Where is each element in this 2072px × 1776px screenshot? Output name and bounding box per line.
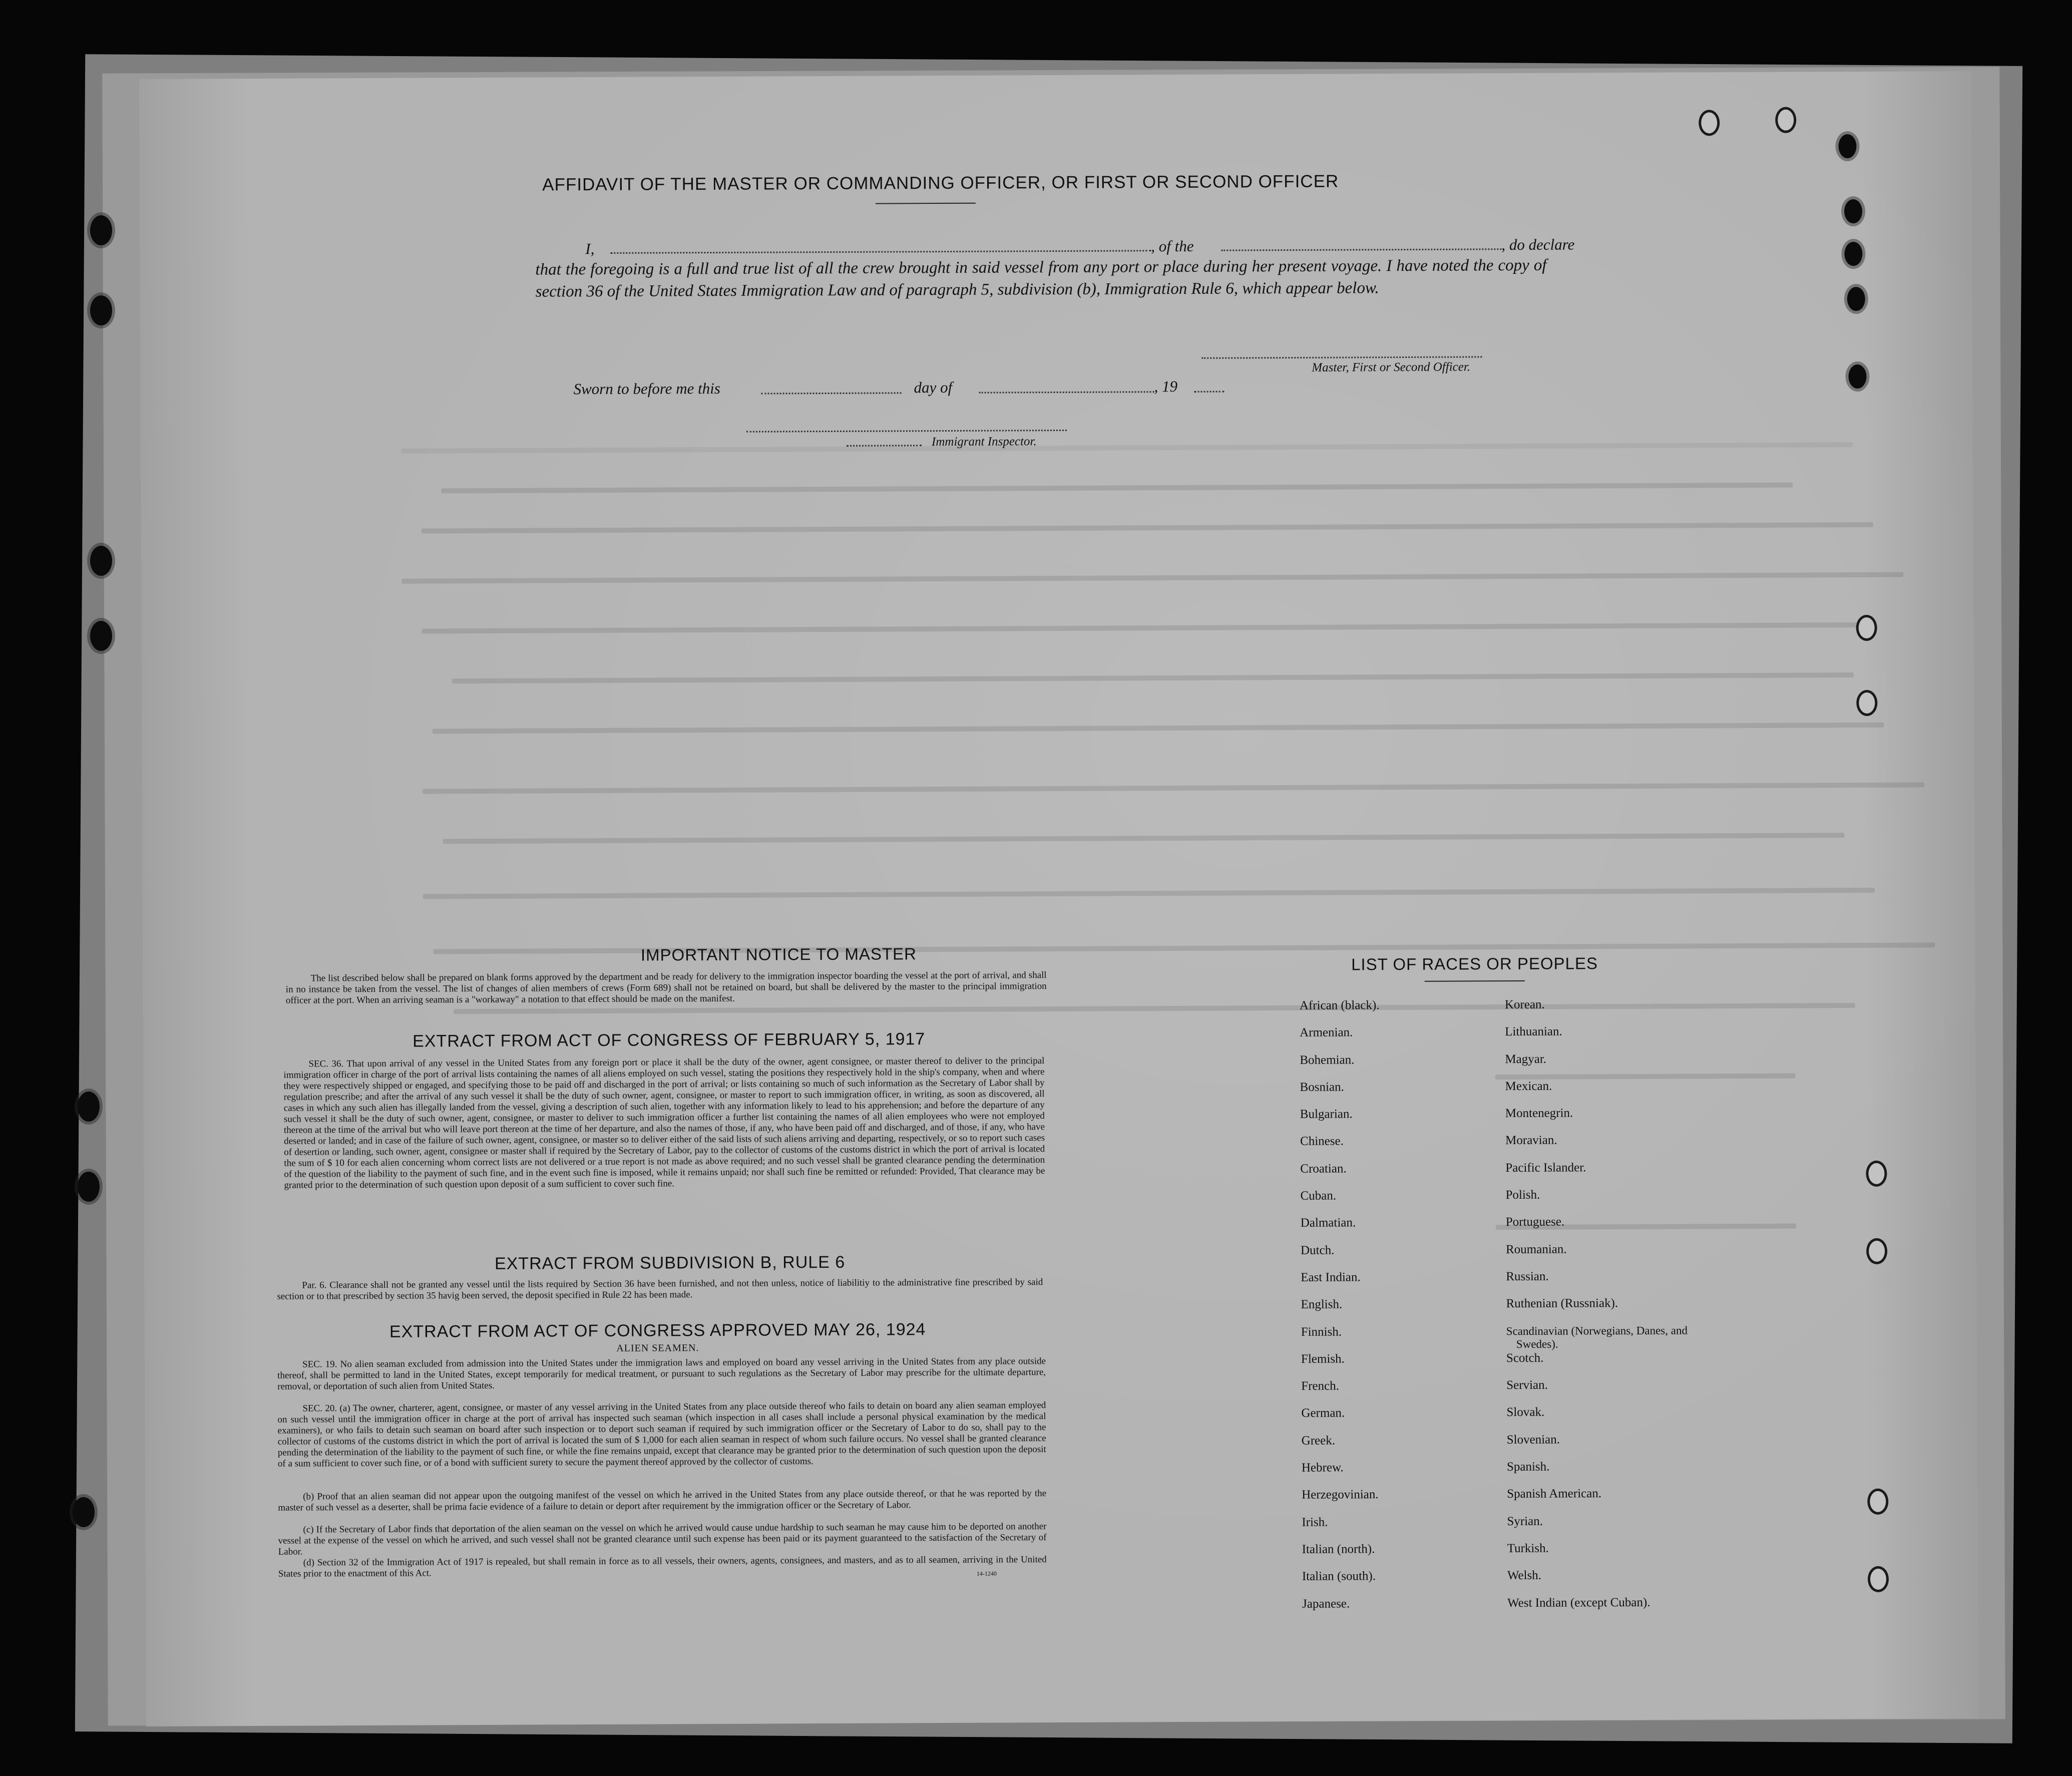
ring-hole [1866,1161,1887,1187]
inspector-signature-line[interactable] [746,430,1067,433]
binder-hole [1847,287,1865,311]
officer-signature-caption: Master, First or Second Officer. [1312,360,1471,375]
bleed-through [401,572,1903,584]
inspector-dots [847,445,922,447]
race-item: Magyar. [1505,1052,1547,1066]
binder-hole [73,1497,95,1527]
race-item: Moravian. [1505,1134,1557,1148]
binder-hole [90,215,112,245]
officer-signature-line[interactable] [1201,356,1482,359]
ring-hole [1856,615,1877,641]
extract-1924-sec20d: (d) Section 32 of the Immigration Act of 1917 is repealed, but shall remain in force as to all vessels, their owners, agents, consignees, and masters, and as to all seamen, arriving in the United States prior to the enactment of this Act. [278,1554,1047,1579]
race-item: Slovenian. [1506,1433,1560,1447]
binder-hole [1848,365,1866,389]
race-item: Japanese. [1302,1597,1350,1611]
bleed-through [433,723,1884,734]
ring-hole [1856,690,1877,716]
extract-1924-title: EXTRACT FROM ACT OF CONGRESS APPROVED MAY 26, 1924 [389,1320,926,1341]
race-item: Spanish American. [1507,1487,1602,1501]
race-item: Russian. [1506,1269,1549,1284]
race-item: Slovak. [1506,1405,1545,1419]
ring-hole [1868,1566,1889,1592]
bleed-through [423,782,1924,794]
extract-1917-body: SEC. 36. That upon arrival of any vessel in the United States from any foreign port or place it shall be the duty of the owner, agent consignee, or master thereof to deliver to the principal immigration officer in charge of the port of arrival lists containing the names of all aliens employed on such vessel, stating the positions they respectively hold in the ship's company, when and where they were respectively shipped or engaged, and specifying those to be paid off and discharged in the port of arrival; or lists containing so much of such information as the Secretary of Labor shall by regulation prescribe; and after the arrival of any such vessel it shall be the duty of such owner, agent, consignee, or master to report to such immigration officer, in writing, as soon as discovered, all cases in which any such alien has illegally landed from the vessel, giving a description of such alien, together with any information likely to lead to his apprehension; and before the departure of any such vessel it shall be the duty of such owner, agent, consignee, or master to deliver to such immigration officer a further list containing the names of all alien employees who were not employed thereon at the time of the arrival but who will leave port thereon at the time of her departure, and also the names of those, if any, who have been paid off and discharged, and of those, if any, who have deserted or landed; and in case of the failure of such owner, agent, consignee, or master so to deliver either of the said lists of such aliens arriving and departing, respectively, or so to report such cases of desertion or landing, such owner, agent, consignee or master shall if required by the Secretary of Labor, pay to the collector of customs of the customs district in which the port of arrival is located the sum of $ 10 for each alien concerning whom correct lists are not delivered or a true report is not made as above required; and no such vessel shall be granted clearance pending the determination of the question of the liability to the payment of such fine, and in the event such fine is imposed, while it remains unpaid; nor shall such fine be remitted or refunded: Provided, That clearance may be granted prior to the determination of such question upon deposit of a sum sufficient to cover such fine. [283,1055,1045,1191]
race-item: Armenian. [1300,1025,1353,1040]
race-item: Servian. [1506,1378,1548,1392]
bleed-through [443,833,1844,844]
ring-hole [1699,110,1720,136]
binder-hole [90,621,112,651]
binder-hole [1844,199,1862,223]
binder-hole [90,546,112,576]
race-item: Scotch. [1506,1351,1544,1365]
race-item: Herzegovinian. [1302,1488,1379,1502]
notice-title: IMPORTANT NOTICE TO MASTER [640,944,917,964]
extract-1924-sec20c: (c) If the Secretary of Labor finds that deportation of the alien seaman on the vessel on which he arrived would cause undue hardship to such seaman he may cause him to be deported on another vessel at the expense of the vessel on which he arrived, and such vessel shall not be granted clearance until such expense has been paid or its payment guaranteed to the satisfaction of the Secretary of Labor. [278,1521,1047,1557]
affidavit-i-label: I, [585,240,595,258]
races-right-column [1505,997,1718,1624]
binder-hole [90,295,112,325]
sworn-month-line[interactable] [979,391,1154,394]
race-item: German. [1301,1406,1345,1420]
race-item: Spanish. [1506,1460,1550,1474]
year-label: , 19 [1154,377,1178,396]
ring-hole [1867,1489,1888,1515]
title-rule [876,203,976,204]
day-of-label: day of [914,378,953,397]
bleed-through [423,888,1875,899]
race-item: Ruthenian (Russniak). [1506,1296,1618,1311]
bleed-through [441,483,1793,494]
bleed-through [422,522,1873,534]
sworn-day-line[interactable] [761,392,902,394]
extract-1917-title: EXTRACT FROM ACT OF CONGRESS OF FEBRUARY 5, 1917 [412,1029,926,1051]
extract-1924-sec19: SEC. 19. No alien seaman excluded from admission into the United States under the immigration laws and employed on board any vessel arriving in the United States from any place outside thereof, shall be permitted to land in the United States, except temporarily for medical treatment, or pursuant to such regulations as the Secretary of Labor may prescribe for the ultimate departure, removal, or deportation of such alien from United States. [277,1356,1046,1392]
race-item: Bohemian. [1300,1053,1355,1067]
race-item: Pacific Islander. [1505,1161,1586,1175]
binder-hole [78,1172,100,1202]
races-title-rule [1425,980,1525,982]
race-item: Montenegrin. [1505,1106,1573,1121]
race-item: African (black). [1299,998,1380,1012]
race-item: Dalmatian. [1300,1216,1356,1230]
race-item: Roumanian. [1506,1242,1567,1256]
races-left-column [1300,999,1382,1625]
races-title: LIST OF RACES OR PEOPLES [1351,954,1598,974]
sworn-label: Sworn to before me this [573,379,720,398]
race-item: Bulgarian. [1300,1107,1353,1122]
bleed-through [401,442,1853,454]
race-item: Finnish. [1301,1325,1342,1339]
binder-hole [1838,134,1856,158]
race-item: Dutch. [1301,1243,1335,1257]
affidavit-body: that the foregoing is a full and true list of all the crew brought in said vessel from any port or place during her present voyage. I have noted the copy of section 36 of the United States Immigration Law and of paragraph 5, subdivision (b), Immigration Rule 6, which appear below. [535,256,1547,301]
extract-rule6-body: Par. 6. Clearance shall not be granted any vessel until the lists required by Section 36 have been furnished, and not then unless, notice of liabilitiy to the administrative fine prescribed by said section or to that prescribed by section 35 havig been served, the deposit specified in Rule 22 has been made. [277,1277,1043,1302]
race-item: Syrian. [1507,1514,1543,1528]
notice-body: The list described below shall be prepared on blank forms approved by the department and be ready for delivery to the immigration inspector boarding the vessel at the port of arrival, and shall in no instance be taken from the vessel. The list of changes of alien members of crews (Form 689) shall not be retained on board, but shall be delivered by the master to the principal immigration officer at the port. When an arriving seaman is a "workaway" a notation to that effect should be made on the manifest. [285,970,1047,1006]
race-item: West Indian (except Cuban). [1507,1595,1650,1610]
affidavit-declare-label: , do declare [1501,235,1575,254]
ring-hole [1775,107,1796,133]
race-item: East Indian. [1301,1270,1361,1284]
master-name-line[interactable] [610,250,1151,254]
inspector-caption: Immigrant Inspector. [931,435,1037,449]
race-item: Bosnian. [1300,1080,1344,1094]
race-item: Polish. [1505,1188,1540,1202]
race-item: Lithuanian. [1505,1024,1562,1039]
race-item: Flemish. [1301,1352,1345,1366]
extract-1924-sec20a: SEC. 20. (a) The owner, charterer, agent, consignee, or master of any vessel arriving in the United States from any place outside thereof who fails to detain on board any alien seaman employed on such vessel until the immigration officer in charge at the port of arrival has inspected such seaman (which inspection in all cases shall include a personal physical examination by the medical examiners), or who fails to detain such seaman on board after such inspection or to deport such seaman if required by such immigration officer or the Secretary of Labor to do so, shall pay to the collector of customs of the customs district in which the port of arrival is located the sum of $ 1,000 for each alien seaman in respect of whom such failure occurs. No vessel shall be granted clearance pending the determination of the liability to the payment of such fine, or while the fine remains unpaid, except that clearance may be granted prior to the determination of such question upon the deposit of a sum sufficient to cover such fine, or of a bond with sufficient surety to secure the payment thereof approved by the collector of customs. [277,1400,1046,1469]
extract-1924-sec20b: (b) Proof that an alien seaman did not appear upon the outgoing manifest of the vessel on which he arrived in the United States from any place outside thereof, or that he was reported by the master of such vessel as a deserter, shall be prima facie evidence of a failure to detain or deport after requirement by the immigration officer or the Secretary of Labor. [278,1488,1047,1513]
race-item: Korean. [1504,997,1545,1012]
race-item: Croatian. [1300,1162,1347,1176]
bleed-through [422,622,1874,634]
sworn-year-line[interactable] [1194,391,1224,393]
extract-rule6-title: EXTRACT FROM SUBDIVISION B, RULE 6 [494,1252,846,1273]
affidavit-of-the-label: , of the [1151,237,1194,255]
bleed-through [452,672,1854,683]
race-item: Turkish. [1507,1541,1549,1556]
extract-1924-subtitle: ALIEN SEAMEN. [616,1342,699,1354]
race-item: Hebrew. [1301,1461,1344,1475]
race-item: French. [1301,1379,1339,1393]
race-item: English. [1301,1297,1343,1312]
affidavit-title: AFFIDAVIT OF THE MASTER OR COMMANDING OFFICER, OR FIRST OR SECOND OFFICER [542,171,1339,195]
race-item: Cuban. [1300,1189,1337,1203]
race-item: Greek. [1301,1434,1336,1448]
race-item: Portuguese. [1505,1215,1565,1229]
race-item: Welsh. [1507,1569,1542,1583]
form-number: 14-1240 [976,1570,997,1577]
vessel-name-line[interactable] [1221,248,1501,251]
race-item: Italian (north). [1302,1542,1375,1556]
race-item: Italian (south). [1302,1569,1376,1584]
ring-hole [1866,1238,1887,1264]
race-item: Chinese. [1300,1135,1344,1149]
manifest-page [139,71,1978,1726]
race-item: Irish. [1302,1515,1328,1529]
binder-hole [1844,242,1862,266]
race-item: Mexican. [1505,1079,1552,1094]
binder-hole [78,1092,100,1122]
race-item: Scandinavian (Norwegians, Danes, and Swedes). [1506,1324,1688,1350]
